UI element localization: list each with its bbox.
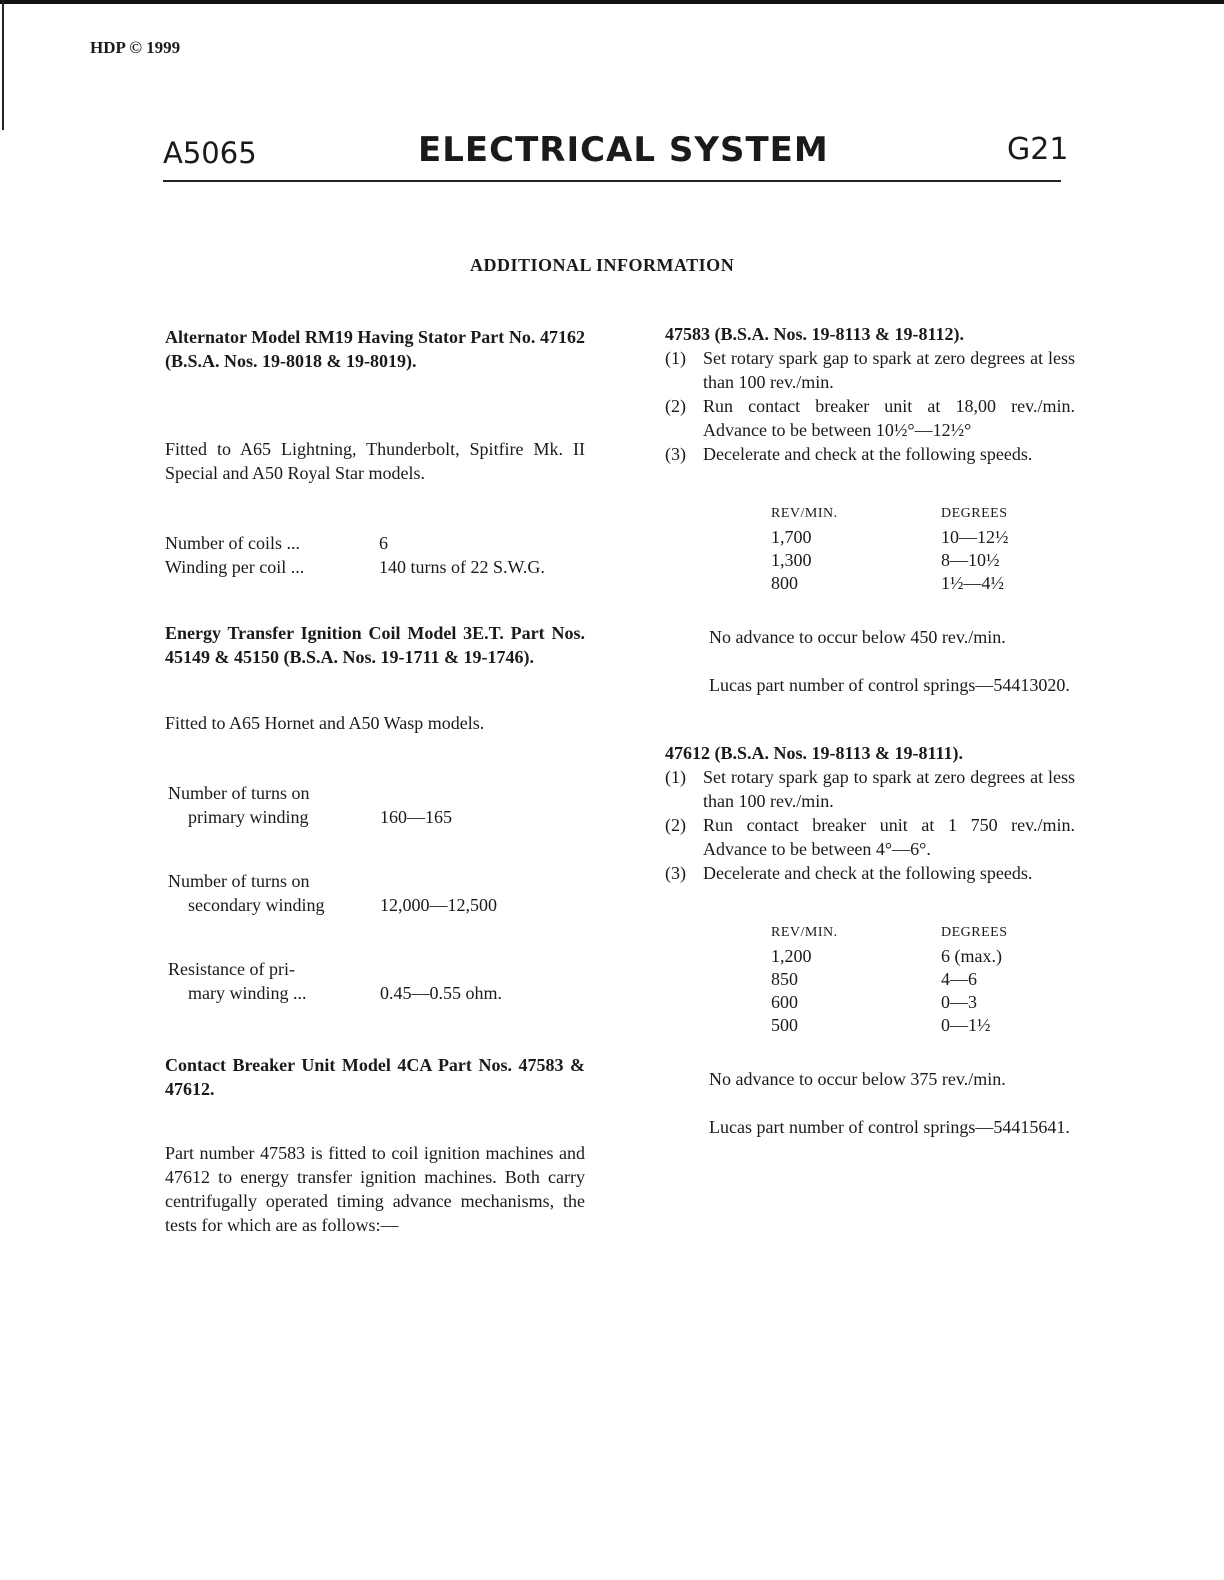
step-number: (3)	[665, 444, 686, 464]
manual-code: A5065	[163, 136, 257, 170]
step-item	[665, 394, 1075, 442]
step-item	[665, 442, 1075, 466]
rev-cell: 1,300	[771, 550, 812, 570]
step-text: Run contact breaker unit at 18,00 rev./min. Advance to be between 10½°—12½°	[703, 396, 1075, 440]
spec-label: secondary winding	[188, 895, 325, 915]
page-title: ELECTRICAL SYSTEM	[418, 130, 829, 170]
column-header-degrees: DEGREES	[941, 506, 1008, 521]
unit1-steps	[665, 346, 1075, 466]
unit1-lucas-part: Lucas part number of control springs—54413020.	[709, 675, 1070, 695]
step-item	[665, 765, 1075, 813]
et-coil-heading: Energy Transfer Ignition Coil Model 3E.T. Part Nos. 45149 & 45150 (B.S.A. Nos. 19-1711 & 19-1746).	[165, 623, 585, 667]
table-row	[753, 968, 1061, 991]
table-row	[753, 572, 1061, 595]
column-header-degrees: DEGREES	[941, 925, 1008, 940]
unit2-no-advance: No advance to occur below 375 rev./min.	[709, 1069, 1006, 1089]
section-title: ADDITIONAL INFORMATION	[470, 255, 735, 275]
et-fitted-text: Fitted to A65 Hornet and A50 Wasp models.	[165, 713, 485, 733]
spec-label: primary winding	[188, 807, 309, 827]
primary-turns-spec	[165, 781, 585, 829]
copyright-notice: HDP © 1999	[90, 38, 181, 57]
step-item	[665, 861, 1075, 885]
table-row	[753, 991, 1061, 1014]
table-row	[753, 526, 1061, 549]
rev-cell: 850	[771, 969, 798, 989]
spec-label: mary winding ...	[188, 983, 307, 1003]
degree-cell: 4—6	[941, 969, 977, 989]
step-item	[665, 346, 1075, 394]
unit1-no-advance: No advance to occur below 450 rev./min.	[709, 627, 1006, 647]
secondary-turns-spec	[165, 869, 585, 917]
degree-cell: 0—3	[941, 992, 977, 1012]
step-number: (3)	[665, 863, 686, 883]
rev-cell: 600	[771, 992, 798, 1012]
step-number: (1)	[665, 348, 686, 368]
step-text: Decelerate and check at the following speeds.	[703, 863, 1033, 883]
step-number: (2)	[665, 396, 686, 416]
contact-breaker-heading: Contact Breaker Unit Model 4CA Part Nos. 47583 & 47612.	[165, 1055, 585, 1099]
scan-top-edge	[0, 0, 1224, 4]
step-number: (1)	[665, 767, 686, 787]
degree-cell: 10—12½	[941, 527, 1009, 547]
spec-label: Number of coils ...	[165, 533, 300, 553]
step-text: Set rotary spark gap to spark at zero degrees at less than 100 rev./min.	[703, 348, 1075, 392]
header-rule	[163, 180, 1061, 182]
spec-row	[165, 555, 585, 579]
step-text: Decelerate and check at the following speeds.	[703, 444, 1033, 464]
rev-cell: 1,700	[771, 527, 812, 547]
rev-cell: 800	[771, 573, 798, 593]
step-item	[665, 813, 1075, 861]
spec-value: 12,000—12,500	[380, 895, 497, 915]
table-row	[753, 945, 1061, 968]
degree-cell: 6 (max.)	[941, 946, 1002, 966]
unit2-steps	[665, 765, 1075, 885]
spec-label: Winding per coil ...	[165, 557, 305, 577]
scan-left-edge	[2, 0, 4, 130]
spec-label: Number of turns on	[168, 783, 310, 803]
unit2-lucas-part: Lucas part number of control springs—54415641.	[709, 1117, 1070, 1137]
page-number: G21	[1007, 132, 1069, 167]
degree-cell: 1½—4½	[941, 573, 1004, 593]
unit1-speed-table	[753, 502, 1061, 595]
alternator-heading: Alternator Model RM19 Having Stator Part No. 47162 (B.S.A. Nos. 19-8018 & 19-8019).	[165, 327, 585, 371]
spec-value: 6	[379, 533, 388, 553]
alternator-fitted-text: Fitted to A65 Lightning, Thunderbolt, Spitfire Mk. II Special and A50 Royal Star models.	[165, 439, 585, 483]
unit2-speed-table	[753, 921, 1061, 1037]
column-header-rev: REV/MIN.	[771, 925, 838, 940]
rev-cell: 500	[771, 1015, 798, 1035]
left-column	[165, 325, 585, 1237]
degree-cell: 8—10½	[941, 550, 1000, 570]
step-number: (2)	[665, 815, 686, 835]
degree-cell: 0—1½	[941, 1015, 991, 1035]
table-row	[753, 549, 1061, 572]
spec-value: 160—165	[380, 807, 452, 827]
coil-specs	[165, 531, 585, 579]
rev-cell: 1,200	[771, 946, 812, 966]
spec-label: Number of turns on	[168, 871, 310, 891]
unit1-heading: 47583 (B.S.A. Nos. 19-8113 & 19-8112).	[665, 324, 965, 344]
spec-value: 0.45—0.55 ohm.	[380, 983, 503, 1003]
spec-row	[165, 531, 585, 555]
spec-label: Resistance of pri-	[168, 959, 295, 979]
contact-breaker-text: Part number 47583 is fitted to coil ignition machines and 47612 to energy transfer ignition machines. Both carry centrifugally operated timing advance mechanisms, the tests for which are as follows:—	[165, 1143, 585, 1235]
column-header-rev: REV/MIN.	[771, 506, 838, 521]
table-row	[753, 1014, 1061, 1037]
resistance-spec	[165, 957, 585, 1005]
unit2-heading: 47612 (B.S.A. Nos. 19-8113 & 19-8111).	[665, 743, 964, 763]
step-text: Run contact breaker unit at 1 750 rev./min. Advance to be between 4°—6°.	[703, 815, 1075, 859]
right-column	[665, 322, 1075, 1139]
spec-value: 140 turns of 22 S.W.G.	[379, 557, 545, 577]
step-text: Set rotary spark gap to spark at zero degrees at less than 100 rev./min.	[703, 767, 1075, 811]
